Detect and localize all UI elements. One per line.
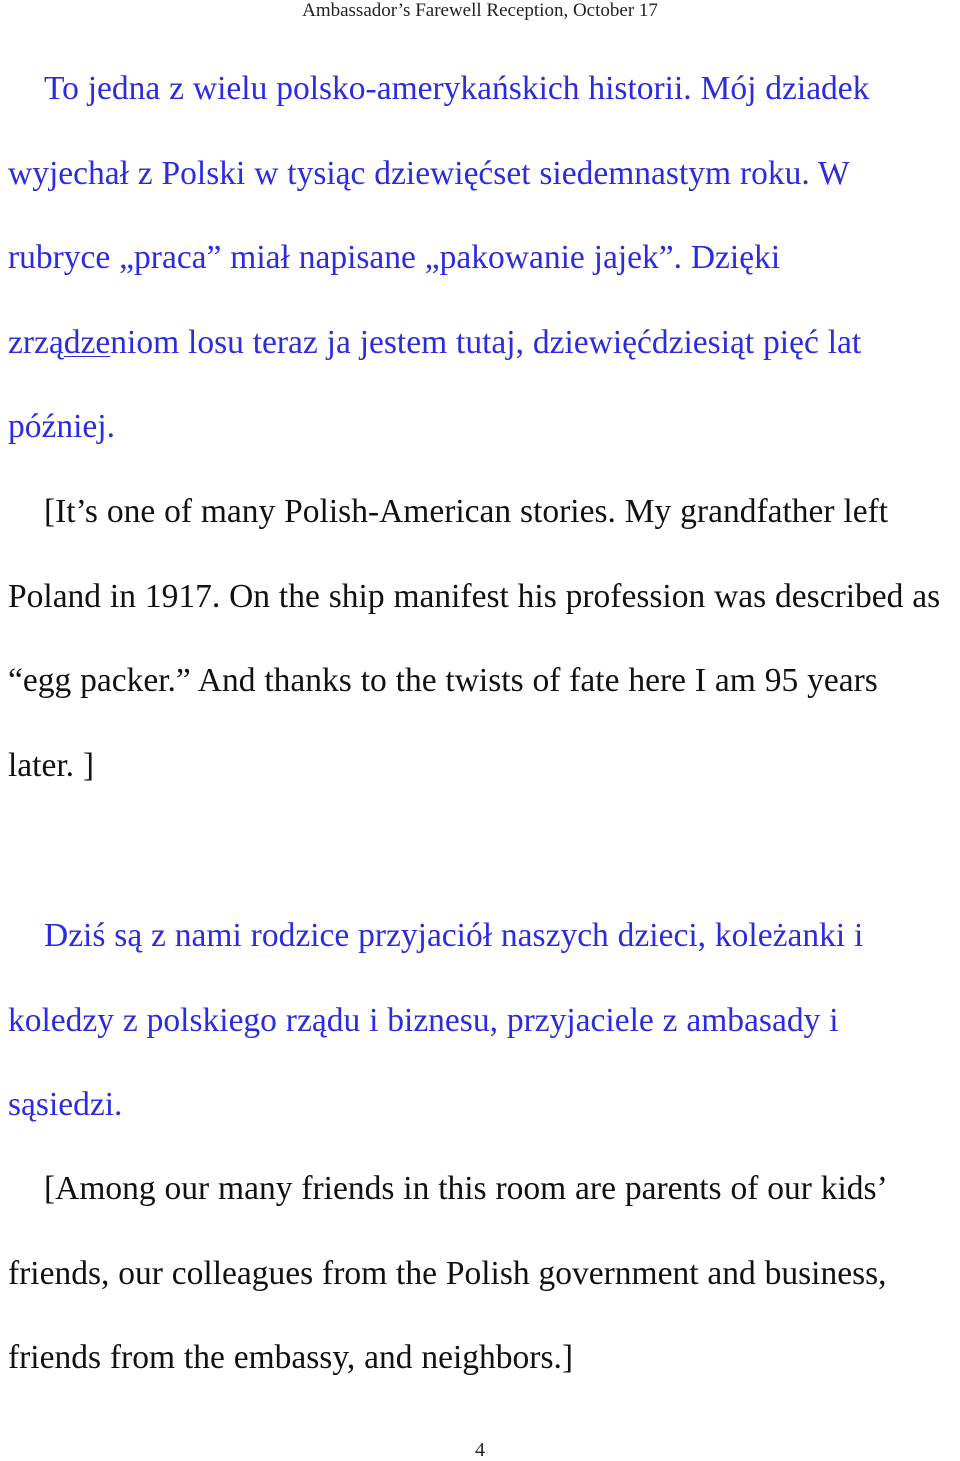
paragraph-english-guests: [Among our many friends in this room are parents of our kids’ friends, our colleagues from the Polish government and business, friends from the embassy, and neighbors.] xyxy=(8,1170,887,1376)
paragraph-polish-guests: Dziś są z nami rodzice przyjaciół naszych dzieci, koleżanki i koledzy z polskiego rządu i biznesu, przyjaciele z ambasady i sąsiedzi. xyxy=(8,917,864,1123)
running-header: Ambassador’s Farewell Reception, October 17 xyxy=(302,0,658,21)
paragraph-text-segment: To jedna z wielu polsko-amerykańskich historii. Mój dziadek wyjechał z Polski w tysiąc dziewięćset siedemnastym roku. W rubryce „praca” miał napisane „pakowanie jajek”. Dzięki zrzą xyxy=(8,70,870,361)
paragraph-polish-grandfather-story xyxy=(8,47,952,470)
underlined-word-fragment: dze xyxy=(63,323,111,361)
paragraph-text-segment: niom losu teraz ja jestem tutaj, dziewięćdziesiąt pięć lat później. xyxy=(8,323,862,445)
page-number: 4 xyxy=(475,1439,485,1461)
paragraph-english-grandfather-story: [It’s one of many Polish-American stories. My grandfather left Poland in 1917. On the ship manifest his profession was described as “egg packer.” And thanks to the twists of fate here I am 95 years later. ] xyxy=(8,493,941,784)
